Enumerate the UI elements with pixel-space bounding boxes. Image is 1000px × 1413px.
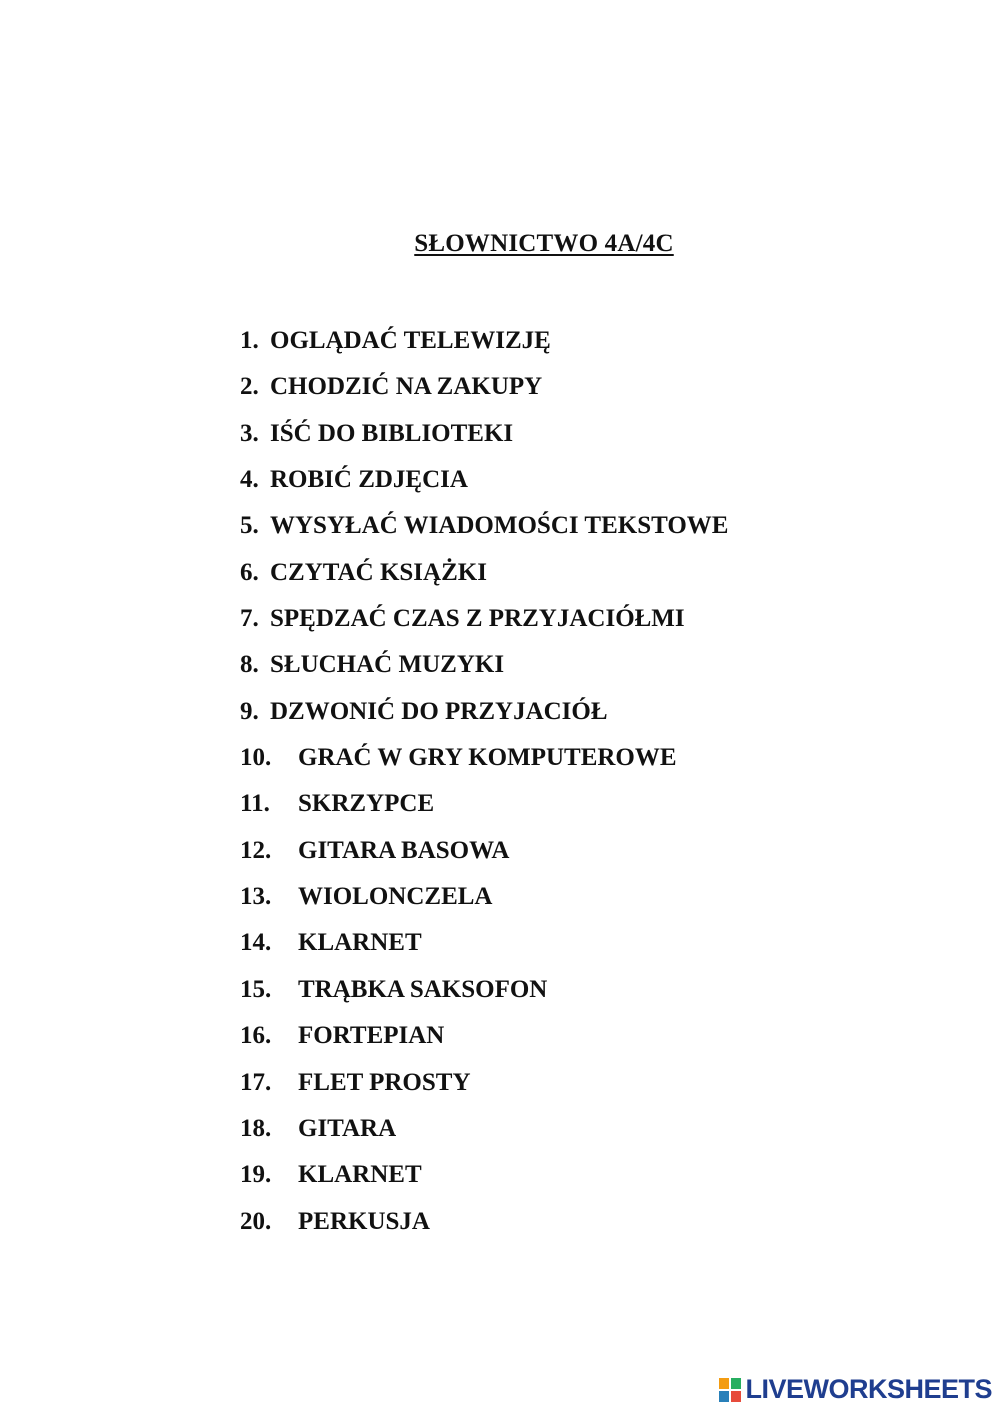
item-number: 11. [240, 790, 270, 818]
item-text: SPĘDZAĆ CZAS Z PRZYJACIÓŁMI [270, 605, 685, 633]
item-text: PERKUSJA [298, 1207, 430, 1235]
item-text: ROBIĆ ZDJĘCIA [270, 466, 468, 494]
list-item [240, 689, 728, 735]
list-item [240, 920, 728, 966]
item-text: FORTEPIAN [298, 1022, 445, 1050]
item-text: GITARA BASOWA [298, 836, 510, 864]
item-text: IŚĆ DO BIBLIOTEKI [270, 419, 514, 447]
item-number: 3. [240, 419, 259, 447]
item-number: 8. [240, 651, 259, 679]
item-text: WIOLONCZELA [298, 883, 493, 911]
item-number: 10. [240, 744, 272, 772]
item-number: 5. [240, 512, 259, 540]
item-number: 20. [240, 1207, 272, 1235]
item-number: 1. [240, 327, 259, 354]
watermark-text: LIVEWORKSHEETS [745, 1374, 992, 1404]
item-number: 17. [240, 1068, 272, 1096]
item-text: TRĄBKA SAKSOFON [298, 975, 548, 1003]
item-number: 2. [240, 373, 259, 401]
page-title: SŁOWNICTWO 4A/4C [414, 230, 674, 257]
liveworksheets-logo-icon [719, 1378, 741, 1402]
item-text: GITARA [298, 1114, 397, 1142]
item-number: 16. [240, 1022, 272, 1050]
item-text: GRAĆ W GRY KOMPUTEROWE [298, 744, 677, 772]
list-item [240, 781, 728, 827]
item-number: 7. [240, 605, 259, 633]
item-number: 4. [240, 466, 259, 494]
item-text: DZWONIĆ DO PRZYJACIÓŁ [270, 697, 608, 725]
item-text: SŁUCHAĆ MUZYKI [270, 651, 505, 679]
list-item [240, 1199, 728, 1245]
list-item [240, 503, 728, 549]
vocabulary-list [240, 318, 728, 1245]
item-number: 6. [240, 558, 259, 586]
list-item [240, 411, 728, 457]
item-text: KLARNET [298, 929, 422, 957]
item-number: 18. [240, 1114, 272, 1142]
item-number: 9. [240, 697, 259, 725]
item-number: 15. [240, 975, 272, 1003]
item-text: FLET PROSTY [298, 1068, 471, 1096]
item-text: WYSYŁAĆ WIADOMOŚCI TEKSTOWE [270, 512, 729, 540]
liveworksheets-watermark[interactable] [719, 1374, 992, 1405]
list-item [240, 735, 728, 781]
list-item [240, 596, 728, 642]
list-item [240, 550, 728, 596]
item-number: 14. [240, 929, 272, 957]
item-text: SKRZYPCE [298, 790, 435, 818]
list-item [240, 828, 728, 874]
item-text: CZYTAĆ KSIĄŻKI [270, 558, 487, 586]
list-item [240, 874, 728, 920]
item-number: 12. [240, 836, 272, 864]
item-text: OGLĄDAĆ TELEWIZJĘ [270, 327, 551, 354]
item-text: KLARNET [298, 1161, 422, 1189]
list-item [240, 1106, 728, 1152]
list-item [240, 318, 728, 364]
item-number: 13. [240, 883, 272, 911]
list-item [240, 642, 728, 688]
item-number: 19. [240, 1161, 272, 1189]
list-item [240, 364, 728, 410]
list-item [240, 1013, 728, 1059]
item-text: CHODZIĆ NA ZAKUPY [270, 373, 543, 401]
list-item [240, 967, 728, 1013]
list-item [240, 457, 728, 503]
list-item [240, 1152, 728, 1198]
list-item [240, 1060, 728, 1106]
